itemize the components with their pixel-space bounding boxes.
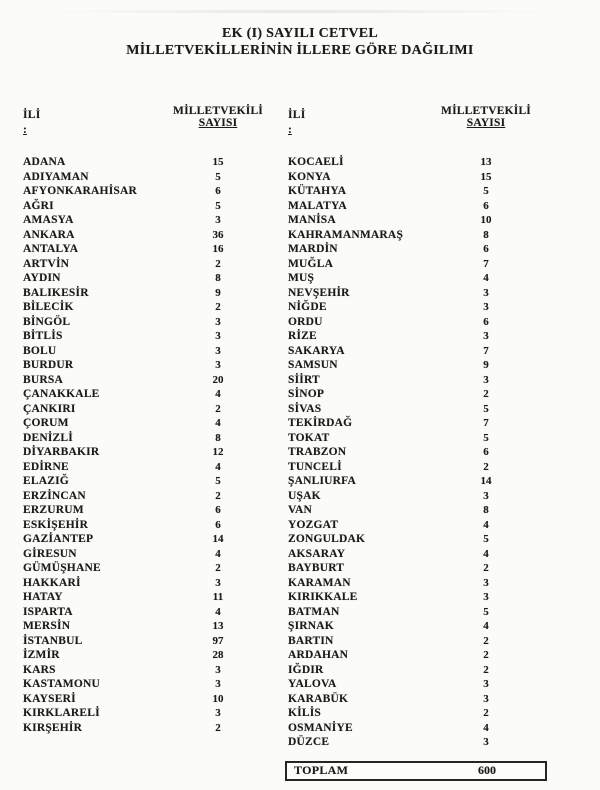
table-row bbox=[23, 606, 253, 621]
table-row bbox=[288, 272, 521, 287]
province-count: 2 bbox=[483, 562, 489, 574]
province-count: 3 bbox=[215, 330, 221, 342]
table-row bbox=[23, 620, 253, 635]
table-row bbox=[23, 519, 253, 534]
province-name: AFYONKARAHİSAR bbox=[23, 185, 137, 197]
province-name: RİZE bbox=[288, 330, 317, 342]
table-row bbox=[288, 417, 521, 432]
table-row bbox=[288, 606, 521, 621]
province-count: 5 bbox=[215, 475, 221, 487]
province-name: ÇORUM bbox=[23, 417, 69, 429]
province-header bbox=[23, 105, 183, 136]
province-name: ARDAHAN bbox=[288, 649, 349, 661]
province-name: BARTIN bbox=[288, 634, 334, 647]
province-count: 7 bbox=[483, 344, 489, 357]
province-name: ERZURUM bbox=[23, 504, 84, 516]
province-name: IĞDIR bbox=[288, 663, 324, 676]
province-count: 4 bbox=[483, 547, 489, 560]
total-box bbox=[285, 761, 547, 781]
province-name: ERZİNCAN bbox=[23, 489, 86, 502]
table-row bbox=[23, 577, 253, 592]
table-row bbox=[23, 417, 253, 432]
table-row bbox=[288, 185, 521, 200]
table-row bbox=[288, 316, 521, 331]
province-name: SİVAS bbox=[288, 402, 322, 415]
province-count: 4 bbox=[483, 620, 489, 632]
count-header-line2: SAYISI bbox=[198, 117, 238, 129]
province-count: 11 bbox=[212, 591, 224, 603]
province-name: HAKKARİ bbox=[23, 576, 81, 589]
province-name: ŞIRNAK bbox=[288, 620, 334, 632]
table-row bbox=[23, 461, 253, 476]
province-count: 4 bbox=[483, 721, 489, 734]
province-name: ESKİŞEHİR bbox=[23, 518, 89, 531]
province-count: 3 bbox=[215, 678, 221, 690]
province-count: 4 bbox=[215, 547, 221, 560]
province-count: 2 bbox=[215, 721, 221, 734]
province-name: BATMAN bbox=[288, 605, 340, 618]
province-name: MANİSA bbox=[288, 214, 336, 226]
province-count: 7 bbox=[483, 257, 489, 270]
table-row bbox=[23, 258, 253, 273]
province-name: BURSA bbox=[23, 373, 63, 386]
province-count: 2 bbox=[483, 707, 489, 719]
province-name: KASTAMONU bbox=[23, 678, 100, 690]
province-name: SAMSUN bbox=[288, 359, 338, 371]
province-count: 6 bbox=[483, 243, 489, 255]
province-count: 2 bbox=[215, 402, 221, 415]
table-row bbox=[23, 707, 253, 722]
count-header bbox=[173, 105, 263, 136]
table-row bbox=[288, 258, 521, 273]
province-name: KIRŞEHİR bbox=[23, 721, 83, 734]
province-name: UŞAK bbox=[288, 489, 321, 502]
province-name: ADIYAMAN bbox=[23, 170, 89, 183]
province-name: KOCAELİ bbox=[288, 156, 344, 168]
province-count: 8 bbox=[483, 504, 489, 516]
table-row bbox=[23, 185, 253, 200]
scan-artifact bbox=[40, 9, 560, 14]
province-name: ÇANKIRI bbox=[23, 402, 76, 415]
province-count: 5 bbox=[483, 605, 489, 618]
table-row bbox=[288, 156, 521, 171]
province-count: 3 bbox=[215, 359, 221, 371]
province-name: KIRIKKALE bbox=[288, 591, 358, 603]
table-row bbox=[23, 229, 253, 244]
province-count: 97 bbox=[212, 634, 224, 647]
column-header-left bbox=[23, 105, 263, 136]
province-name: İSTANBUL bbox=[23, 634, 83, 647]
province-name: KARABÜK bbox=[288, 692, 349, 705]
province-count: 3 bbox=[483, 591, 489, 603]
province-name: MUĞLA bbox=[288, 257, 334, 270]
province-name: KARAMAN bbox=[288, 576, 351, 589]
table-row bbox=[23, 678, 253, 693]
province-count: 6 bbox=[215, 504, 221, 516]
province-count: 2 bbox=[215, 301, 221, 313]
table-row bbox=[288, 475, 521, 490]
table-row bbox=[23, 359, 253, 374]
province-name: KONYA bbox=[288, 170, 331, 183]
count-header bbox=[441, 105, 531, 136]
table-row bbox=[23, 664, 253, 679]
province-name: ARTVİN bbox=[23, 257, 70, 270]
province-header-colon: : bbox=[288, 124, 292, 136]
province-count: 4 bbox=[215, 417, 221, 429]
province-name: GİRESUN bbox=[23, 547, 77, 560]
province-count: 8 bbox=[483, 228, 489, 241]
province-name: TEKİRDAĞ bbox=[288, 417, 353, 429]
count-header-line1: MİLLETVEKİLİ bbox=[441, 105, 531, 117]
table-row bbox=[288, 591, 521, 606]
province-name: MUŞ bbox=[288, 272, 315, 284]
table-row bbox=[23, 171, 253, 186]
province-name: BİNGÖL bbox=[23, 315, 71, 328]
title-line-1: EK (I) SAYILI CETVEL bbox=[221, 26, 379, 41]
province-count: 5 bbox=[483, 402, 489, 415]
province-name: GÜMÜŞHANE bbox=[23, 562, 101, 574]
table-row bbox=[288, 649, 521, 664]
province-count: 3 bbox=[215, 707, 221, 719]
province-name: NEVŞEHİR bbox=[288, 286, 350, 299]
table-row bbox=[23, 562, 253, 577]
province-count: 3 bbox=[483, 301, 489, 313]
province-name: DENİZLİ bbox=[23, 431, 73, 444]
table-row bbox=[23, 635, 253, 650]
province-name: ANTALYA bbox=[23, 243, 79, 255]
province-header bbox=[288, 105, 451, 136]
table-row bbox=[23, 330, 253, 345]
table-row bbox=[288, 736, 521, 751]
province-name: ZONGULDAK bbox=[288, 533, 366, 545]
province-count: 4 bbox=[483, 272, 489, 284]
table-row bbox=[23, 722, 253, 737]
table-columns bbox=[23, 105, 600, 751]
province-count: 5 bbox=[483, 185, 489, 197]
table-row bbox=[288, 519, 521, 534]
province-rows-right bbox=[288, 156, 521, 751]
province-count: 6 bbox=[483, 199, 489, 212]
table-row bbox=[23, 432, 253, 447]
province-count: 3 bbox=[215, 663, 221, 676]
table-row bbox=[288, 461, 521, 476]
province-count: 15 bbox=[480, 170, 492, 183]
table-row bbox=[23, 374, 253, 389]
province-count: 2 bbox=[483, 388, 489, 400]
province-count: 3 bbox=[483, 576, 489, 589]
table-row bbox=[23, 533, 253, 548]
province-name: KAHRAMANMARAŞ bbox=[288, 228, 404, 241]
province-count: 3 bbox=[483, 678, 489, 690]
table-row bbox=[288, 301, 521, 316]
province-header-label: İLİ bbox=[23, 109, 41, 121]
table-row bbox=[288, 243, 521, 258]
table-row bbox=[288, 200, 521, 215]
province-count: 5 bbox=[483, 533, 489, 545]
province-count: 3 bbox=[483, 373, 489, 386]
province-name: ORDU bbox=[288, 315, 323, 328]
table-row bbox=[23, 403, 253, 418]
province-count: 6 bbox=[483, 315, 489, 328]
province-count: 3 bbox=[483, 330, 489, 342]
title-line-2: MİLLETVEKİLLERİNİN İLLERE GÖRE DAĞILIMI bbox=[126, 43, 474, 58]
province-name: AMASYA bbox=[23, 214, 74, 226]
table-row bbox=[288, 403, 521, 418]
province-count: 3 bbox=[215, 214, 221, 226]
province-count: 14 bbox=[480, 475, 492, 487]
province-count: 36 bbox=[212, 228, 224, 241]
province-count: 8 bbox=[215, 272, 221, 284]
province-count: 2 bbox=[215, 489, 221, 502]
table-row bbox=[23, 504, 253, 519]
province-rows-left bbox=[23, 156, 253, 736]
province-name: ANKARA bbox=[23, 228, 75, 241]
table-row bbox=[23, 272, 253, 287]
table-row bbox=[288, 359, 521, 374]
province-count: 8 bbox=[215, 431, 221, 444]
table-row bbox=[23, 548, 253, 563]
table-row bbox=[23, 316, 253, 331]
table-row bbox=[288, 374, 521, 389]
table-row bbox=[23, 446, 253, 461]
province-header-label: İLİ bbox=[288, 109, 306, 121]
table-column-left bbox=[23, 105, 263, 751]
province-name: TUNCELİ bbox=[288, 460, 342, 473]
province-header-colon: : bbox=[23, 124, 27, 136]
province-name: SAKARYA bbox=[288, 344, 345, 357]
table-row bbox=[23, 287, 253, 302]
province-count: 9 bbox=[483, 359, 489, 371]
province-count: 4 bbox=[483, 518, 489, 531]
table-row bbox=[288, 504, 521, 519]
province-name: VAN bbox=[288, 504, 313, 516]
table-row bbox=[288, 548, 521, 563]
province-name: KAYSERİ bbox=[23, 692, 76, 705]
table-row bbox=[288, 533, 521, 548]
table-row bbox=[288, 562, 521, 577]
province-name: AĞRI bbox=[23, 199, 54, 212]
province-name: HATAY bbox=[23, 591, 63, 603]
province-name: MARDİN bbox=[288, 243, 338, 255]
province-count: 3 bbox=[483, 489, 489, 502]
province-count: 5 bbox=[215, 199, 221, 212]
province-count: 4 bbox=[215, 605, 221, 618]
province-name: AYDIN bbox=[23, 272, 61, 284]
province-name: YOZGAT bbox=[288, 518, 339, 531]
province-count: 7 bbox=[483, 417, 489, 429]
table-row bbox=[288, 229, 521, 244]
province-name: DİYARBAKIR bbox=[23, 446, 100, 458]
table-column-right bbox=[288, 105, 531, 751]
province-name: MERSİN bbox=[23, 620, 71, 632]
province-count: 20 bbox=[212, 373, 224, 386]
province-name: KİLİS bbox=[288, 707, 321, 719]
province-count: 15 bbox=[212, 156, 224, 168]
table-row bbox=[288, 635, 521, 650]
province-count: 3 bbox=[215, 344, 221, 357]
province-name: BİLECİK bbox=[23, 301, 74, 313]
province-name: SİİRT bbox=[288, 373, 320, 386]
province-count: 10 bbox=[212, 692, 224, 705]
province-name: GAZİANTEP bbox=[23, 533, 94, 545]
province-count: 6 bbox=[215, 185, 221, 197]
province-name: DÜZCE bbox=[288, 736, 330, 748]
province-name: BAYBURT bbox=[288, 562, 345, 574]
table-row bbox=[23, 475, 253, 490]
table-row bbox=[23, 388, 253, 403]
province-name: KIRKLARELİ bbox=[23, 707, 100, 719]
province-name: BOLU bbox=[23, 344, 57, 357]
table-row bbox=[288, 432, 521, 447]
table-row bbox=[288, 330, 521, 345]
table-row bbox=[288, 678, 521, 693]
province-count: 13 bbox=[212, 620, 224, 632]
province-count: 2 bbox=[483, 634, 489, 647]
province-name: ELAZIĞ bbox=[23, 475, 69, 487]
table-row bbox=[288, 490, 521, 505]
province-count: 3 bbox=[483, 692, 489, 705]
province-count: 16 bbox=[212, 243, 224, 255]
table-row bbox=[23, 243, 253, 258]
province-count: 2 bbox=[483, 460, 489, 473]
total-label: TOPLAM bbox=[294, 763, 349, 777]
table-row bbox=[288, 388, 521, 403]
province-count: 9 bbox=[215, 286, 221, 299]
table-row bbox=[288, 722, 521, 737]
province-count: 14 bbox=[212, 533, 224, 545]
province-name: İZMİR bbox=[23, 649, 60, 661]
table-row bbox=[288, 446, 521, 461]
province-count: 4 bbox=[215, 460, 221, 473]
table-row bbox=[23, 345, 253, 360]
province-count: 13 bbox=[480, 156, 492, 168]
table-row bbox=[23, 693, 253, 708]
count-header-line1: MİLLETVEKİLİ bbox=[173, 105, 263, 117]
table-row bbox=[288, 345, 521, 360]
province-name: TRABZON bbox=[288, 446, 347, 458]
province-count: 5 bbox=[483, 431, 489, 444]
province-name: OSMANİYE bbox=[288, 721, 353, 734]
province-name: ISPARTA bbox=[23, 605, 73, 618]
province-count: 5 bbox=[215, 170, 221, 183]
province-name: MALATYA bbox=[288, 199, 347, 212]
table-row bbox=[23, 490, 253, 505]
table-row bbox=[23, 156, 253, 171]
province-count: 2 bbox=[215, 562, 221, 574]
province-name: ÇANAKKALE bbox=[23, 388, 100, 400]
province-name: NİĞDE bbox=[288, 301, 327, 313]
province-name: BURDUR bbox=[23, 359, 74, 371]
province-count: 12 bbox=[212, 446, 224, 458]
total-value: 600 bbox=[478, 763, 496, 777]
province-count: 10 bbox=[480, 214, 492, 226]
table-row bbox=[23, 200, 253, 215]
table-row bbox=[288, 287, 521, 302]
province-count: 4 bbox=[215, 388, 221, 400]
table-row bbox=[288, 620, 521, 635]
province-name: KÜTAHYA bbox=[288, 185, 347, 197]
province-name: BALIKESİR bbox=[23, 286, 89, 299]
province-count: 3 bbox=[215, 315, 221, 328]
province-count: 2 bbox=[483, 649, 489, 661]
province-name: ŞANLIURFA bbox=[288, 475, 357, 487]
province-count: 6 bbox=[215, 518, 221, 531]
table-row bbox=[288, 693, 521, 708]
province-count: 3 bbox=[215, 576, 221, 589]
province-name: TOKAT bbox=[288, 431, 330, 444]
province-count: 3 bbox=[483, 286, 489, 299]
province-count: 2 bbox=[483, 663, 489, 676]
column-header-right bbox=[288, 105, 531, 136]
table-row bbox=[288, 707, 521, 722]
province-count: 6 bbox=[483, 446, 489, 458]
table-row bbox=[288, 214, 521, 229]
province-name: BİTLİS bbox=[23, 330, 63, 342]
table-row bbox=[288, 577, 521, 592]
province-name: EDİRNE bbox=[23, 460, 69, 473]
table-row bbox=[288, 171, 521, 186]
province-name: AKSARAY bbox=[288, 547, 346, 560]
province-name: KARS bbox=[23, 663, 56, 676]
province-count: 3 bbox=[483, 736, 489, 748]
count-header-line2: SAYISI bbox=[466, 117, 506, 129]
table-row bbox=[23, 301, 253, 316]
table-row bbox=[288, 664, 521, 679]
province-count: 28 bbox=[212, 649, 224, 661]
province-name: YALOVA bbox=[288, 678, 337, 690]
table-row bbox=[23, 649, 253, 664]
table-row bbox=[23, 214, 253, 229]
province-name: SİNOP bbox=[288, 388, 325, 400]
province-count: 2 bbox=[215, 257, 221, 270]
province-name: ADANA bbox=[23, 156, 66, 168]
table-row bbox=[23, 591, 253, 606]
